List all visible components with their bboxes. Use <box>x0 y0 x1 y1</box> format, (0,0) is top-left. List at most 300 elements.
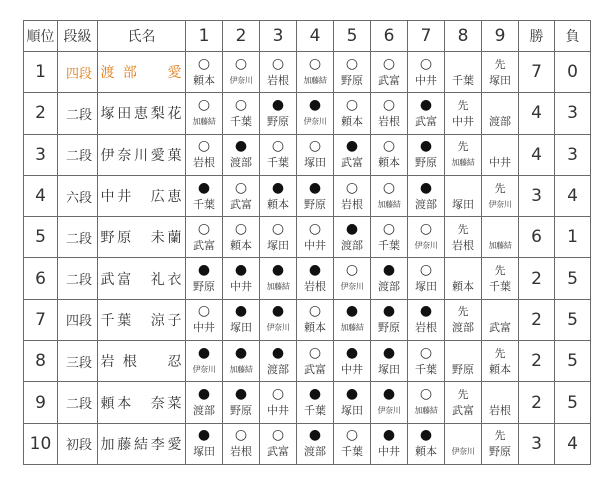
result-cell <box>334 341 371 382</box>
result-cell <box>297 93 334 134</box>
opponent-name: 中井 <box>489 156 511 170</box>
result-stack <box>260 384 296 422</box>
opponent-name: 伊奈川 <box>192 364 216 374</box>
result-stack <box>260 425 296 463</box>
opponent-name: 塚田 <box>378 362 400 376</box>
result-stack <box>223 425 259 463</box>
opponent-name: 加藤結 <box>229 364 253 374</box>
result-cell <box>445 423 482 464</box>
loss-mark-icon: ● <box>382 303 396 320</box>
opponent-name: 渡部 <box>415 197 437 211</box>
result-stack <box>260 94 296 132</box>
sente-mark: 先 <box>457 305 469 319</box>
loss-mark-icon: ● <box>419 96 433 113</box>
result-cell <box>445 175 482 216</box>
wins-cell: 3 <box>519 175 555 216</box>
win-mark-icon: ○ <box>382 96 396 113</box>
table-row <box>24 299 591 340</box>
rank-cell: 8 <box>24 341 58 382</box>
result-cell <box>334 175 371 216</box>
result-stack <box>223 94 259 132</box>
dan-cell: 二段 <box>58 134 98 175</box>
opponent-name: 千葉 <box>415 362 437 376</box>
opponent-name: 岩根 <box>267 73 289 87</box>
player-name-cell <box>98 52 186 93</box>
opponent-name: 野原 <box>230 404 252 418</box>
rank-cell: 7 <box>24 299 58 340</box>
result-cell <box>260 175 297 216</box>
opponent-name: 岩根 <box>304 280 326 294</box>
loss-mark-icon: ● <box>271 344 285 361</box>
result-cell <box>186 175 223 216</box>
table-row <box>24 93 591 134</box>
result-cell <box>482 175 519 216</box>
header-wins: 勝 <box>519 21 555 52</box>
win-mark-icon: ○ <box>308 344 322 361</box>
result-cell <box>371 134 408 175</box>
header-round: 9 <box>482 21 519 52</box>
result-cell <box>371 217 408 258</box>
win-mark-icon: ○ <box>271 55 285 72</box>
losses-cell: 0 <box>555 52 591 93</box>
wins-cell: 2 <box>519 258 555 299</box>
win-mark-icon: ○ <box>197 303 211 320</box>
opponent-name: 岩根 <box>341 197 363 211</box>
loss-mark-icon: ● <box>382 262 396 279</box>
result-cell <box>445 258 482 299</box>
opponent-name: 頼本 <box>452 280 474 294</box>
sente-mark: 先 <box>457 98 469 112</box>
opponent-name: 頼本 <box>267 197 289 211</box>
result-stack <box>371 425 407 463</box>
result-cell <box>260 258 297 299</box>
result-stack <box>408 384 444 422</box>
opponent-name: 加藤結 <box>340 323 364 333</box>
sente-mark: 先 <box>457 388 469 402</box>
result-stack <box>297 425 333 463</box>
result-cell <box>408 423 445 464</box>
sente-mark: 先 <box>494 264 506 278</box>
win-mark-icon: ○ <box>382 179 396 196</box>
opponent-name: 中井 <box>341 362 363 376</box>
player-name-cell <box>98 382 186 423</box>
opponent-name: 岩根 <box>452 238 474 252</box>
sente-mark: 先 <box>494 429 506 443</box>
result-stack <box>186 94 222 132</box>
player-name-cell <box>98 341 186 382</box>
opponent-name: 野原 <box>415 156 437 170</box>
loss-mark-icon: ● <box>308 427 322 444</box>
sente-mark: 先 <box>494 346 506 360</box>
standings-body <box>24 52 591 465</box>
result-stack <box>186 301 222 339</box>
rank-cell: 6 <box>24 258 58 299</box>
result-cell <box>223 175 260 216</box>
loss-mark-icon: ● <box>197 386 211 403</box>
result-stack <box>482 177 518 215</box>
result-cell <box>223 258 260 299</box>
table-row <box>24 423 591 464</box>
wins-cell: 4 <box>519 93 555 134</box>
opponent-name: 武富 <box>378 73 400 87</box>
losses-cell: 3 <box>555 134 591 175</box>
dan-cell: 二段 <box>58 258 98 299</box>
standings-table <box>23 20 590 465</box>
rank-cell: 1 <box>24 52 58 93</box>
loss-mark-icon: ● <box>197 344 211 361</box>
player-name-cell <box>98 93 186 134</box>
result-stack <box>445 301 481 339</box>
table-row <box>24 382 591 423</box>
losses-cell: 1 <box>555 217 591 258</box>
opponent-name: 加藤結 <box>192 116 216 126</box>
losses-cell: 3 <box>555 93 591 134</box>
result-cell <box>260 382 297 423</box>
loss-mark-icon: ● <box>308 179 322 196</box>
result-stack <box>482 301 518 339</box>
loss-mark-icon: ● <box>308 386 322 403</box>
opponent-name: 渡部 <box>341 238 363 252</box>
result-cell <box>482 52 519 93</box>
result-stack <box>297 342 333 380</box>
opponent-name: 渡部 <box>230 156 252 170</box>
result-cell <box>186 299 223 340</box>
header-round: 6 <box>371 21 408 52</box>
loss-mark-icon: ● <box>234 138 248 155</box>
opponent-name: 野原 <box>489 445 511 459</box>
player-name: 千葉 涼子 <box>100 312 183 329</box>
opponent-name: 岩根 <box>489 404 511 418</box>
result-cell <box>408 258 445 299</box>
result-cell <box>297 258 334 299</box>
opponent-name: 中井 <box>415 73 437 87</box>
result-stack <box>186 136 222 174</box>
result-cell <box>371 299 408 340</box>
opponent-name: 中井 <box>267 404 289 418</box>
result-stack <box>186 177 222 215</box>
result-stack <box>482 136 518 174</box>
result-cell <box>186 382 223 423</box>
player-name-cell <box>98 217 186 258</box>
win-mark-icon: ○ <box>345 262 359 279</box>
loss-mark-icon: ● <box>197 179 211 196</box>
player-name-cell <box>98 134 186 175</box>
result-cell <box>334 423 371 464</box>
opponent-name: 頼本 <box>230 238 252 252</box>
header-round: 1 <box>186 21 223 52</box>
result-stack <box>371 384 407 422</box>
result-stack <box>260 260 296 298</box>
result-stack <box>297 177 333 215</box>
header-dan: 段級 <box>58 21 98 52</box>
result-stack <box>186 342 222 380</box>
header-round: 4 <box>297 21 334 52</box>
opponent-name: 頼本 <box>378 156 400 170</box>
losses-cell: 5 <box>555 382 591 423</box>
result-stack <box>445 342 481 380</box>
result-stack <box>334 342 370 380</box>
opponent-name: 野原 <box>304 197 326 211</box>
win-mark-icon: ○ <box>234 55 248 72</box>
table-row <box>24 175 591 216</box>
result-cell <box>260 52 297 93</box>
result-stack <box>186 384 222 422</box>
loss-mark-icon: ● <box>382 386 396 403</box>
wins-cell: 2 <box>519 341 555 382</box>
dan-cell: 三段 <box>58 341 98 382</box>
win-mark-icon: ○ <box>234 179 248 196</box>
result-stack <box>445 260 481 298</box>
result-cell <box>482 299 519 340</box>
opponent-name: 頼本 <box>415 445 437 459</box>
result-stack <box>223 53 259 91</box>
loss-mark-icon: ● <box>234 386 248 403</box>
win-mark-icon: ○ <box>308 303 322 320</box>
opponent-name: 渡部 <box>193 404 215 418</box>
result-stack <box>334 136 370 174</box>
result-stack <box>297 218 333 256</box>
result-cell <box>223 134 260 175</box>
loss-mark-icon: ● <box>345 344 359 361</box>
result-stack <box>297 136 333 174</box>
result-stack <box>223 384 259 422</box>
win-mark-icon: ○ <box>197 96 211 113</box>
result-stack <box>445 94 481 132</box>
opponent-name: 野原 <box>267 114 289 128</box>
dan-cell: 二段 <box>58 217 98 258</box>
wins-cell: 6 <box>519 217 555 258</box>
loss-mark-icon: ● <box>382 427 396 444</box>
opponent-name: 岩根 <box>193 156 215 170</box>
opponent-name: 武富 <box>489 321 511 335</box>
result-stack <box>334 425 370 463</box>
result-cell <box>371 258 408 299</box>
result-cell <box>297 423 334 464</box>
result-cell <box>186 258 223 299</box>
opponent-name: 渡部 <box>304 445 326 459</box>
result-cell <box>482 341 519 382</box>
result-stack <box>408 177 444 215</box>
opponent-name: 岩根 <box>230 445 252 459</box>
result-cell <box>408 134 445 175</box>
result-stack <box>260 301 296 339</box>
opponent-name: 塚田 <box>415 280 437 294</box>
loss-mark-icon: ● <box>419 427 433 444</box>
opponent-name: 塚田 <box>489 73 511 87</box>
result-cell <box>297 299 334 340</box>
win-mark-icon: ○ <box>419 344 433 361</box>
win-mark-icon: ○ <box>419 55 433 72</box>
result-stack <box>223 301 259 339</box>
result-stack <box>371 342 407 380</box>
win-mark-icon: ○ <box>308 138 322 155</box>
opponent-name: 頼本 <box>489 362 511 376</box>
result-stack <box>482 218 518 256</box>
losses-cell: 5 <box>555 299 591 340</box>
result-stack <box>445 53 481 91</box>
result-cell <box>186 93 223 134</box>
result-stack <box>408 260 444 298</box>
result-cell <box>223 52 260 93</box>
win-mark-icon: ○ <box>197 55 211 72</box>
wins-cell: 3 <box>519 423 555 464</box>
result-stack <box>186 425 222 463</box>
result-stack <box>371 94 407 132</box>
result-cell <box>408 217 445 258</box>
result-stack <box>186 260 222 298</box>
player-name: 武富 礼衣 <box>100 271 183 288</box>
opponent-name: 塚田 <box>452 197 474 211</box>
result-cell <box>223 299 260 340</box>
result-cell <box>334 52 371 93</box>
opponent-name: 千葉 <box>489 280 511 294</box>
win-mark-icon: ○ <box>345 55 359 72</box>
win-mark-icon: ○ <box>382 138 396 155</box>
result-stack <box>297 53 333 91</box>
result-stack <box>482 94 518 132</box>
win-mark-icon: ○ <box>271 220 285 237</box>
win-mark-icon: ○ <box>345 427 359 444</box>
result-cell <box>334 217 371 258</box>
result-stack <box>297 94 333 132</box>
result-cell <box>371 175 408 216</box>
player-name: 加藤結李愛 <box>100 436 183 453</box>
player-name: 頼本 奈菜 <box>100 395 183 412</box>
opponent-name: 中井 <box>193 321 215 335</box>
result-cell <box>297 134 334 175</box>
win-mark-icon: ○ <box>234 427 248 444</box>
opponent-name: 千葉 <box>341 445 363 459</box>
result-cell <box>260 93 297 134</box>
result-cell <box>186 341 223 382</box>
result-cell <box>223 382 260 423</box>
player-name: 塚田恵梨花 <box>100 106 183 123</box>
result-stack <box>371 218 407 256</box>
result-stack <box>297 301 333 339</box>
result-stack <box>371 260 407 298</box>
result-cell <box>408 93 445 134</box>
loss-mark-icon: ● <box>234 303 248 320</box>
result-cell <box>445 217 482 258</box>
opponent-name: 千葉 <box>267 156 289 170</box>
loss-mark-icon: ● <box>271 262 285 279</box>
win-mark-icon: ○ <box>234 96 248 113</box>
result-cell <box>371 93 408 134</box>
result-cell <box>297 382 334 423</box>
opponent-name: 千葉 <box>230 114 252 128</box>
opponent-name: 加藤結 <box>488 240 512 250</box>
result-cell <box>445 93 482 134</box>
result-stack <box>408 218 444 256</box>
result-stack <box>186 218 222 256</box>
result-stack <box>482 384 518 422</box>
header-rank: 順位 <box>24 21 58 52</box>
opponent-name: 武富 <box>304 362 326 376</box>
header-losses: 負 <box>555 21 591 52</box>
result-stack <box>445 384 481 422</box>
result-cell <box>408 341 445 382</box>
table-row <box>24 258 591 299</box>
opponent-name: 渡部 <box>267 362 289 376</box>
result-cell <box>260 217 297 258</box>
loss-mark-icon: ● <box>234 344 248 361</box>
opponent-name: 加藤結 <box>451 158 475 168</box>
opponent-name: 千葉 <box>193 197 215 211</box>
result-cell <box>297 217 334 258</box>
opponent-name: 岩根 <box>415 321 437 335</box>
result-stack <box>260 218 296 256</box>
header-round: 8 <box>445 21 482 52</box>
loss-mark-icon: ● <box>271 96 285 113</box>
result-cell <box>260 423 297 464</box>
loss-mark-icon: ● <box>197 427 211 444</box>
table-row <box>24 52 591 93</box>
result-cell <box>260 299 297 340</box>
win-mark-icon: ○ <box>271 138 285 155</box>
opponent-name: 中井 <box>230 280 252 294</box>
result-stack <box>482 53 518 91</box>
win-mark-icon: ○ <box>197 138 211 155</box>
result-cell <box>408 175 445 216</box>
dan-cell: 二段 <box>58 93 98 134</box>
opponent-name: 塚田 <box>341 404 363 418</box>
opponent-name: 野原 <box>193 280 215 294</box>
opponent-name: 頼本 <box>193 73 215 87</box>
opponent-name: 伊奈川 <box>340 282 364 292</box>
win-mark-icon: ○ <box>271 386 285 403</box>
dan-cell: 二段 <box>58 382 98 423</box>
loss-mark-icon: ● <box>345 386 359 403</box>
result-cell <box>334 299 371 340</box>
header-name: 氏名 <box>98 21 186 52</box>
result-cell <box>260 134 297 175</box>
result-stack <box>334 94 370 132</box>
result-stack <box>223 218 259 256</box>
opponent-name: 千葉 <box>378 238 400 252</box>
table-row <box>24 134 591 175</box>
result-stack <box>482 260 518 298</box>
sente-mark: 先 <box>457 140 469 154</box>
result-cell <box>186 134 223 175</box>
opponent-name: 武富 <box>193 238 215 252</box>
dan-cell: 四段 <box>58 299 98 340</box>
opponent-name: 武富 <box>267 445 289 459</box>
result-cell <box>223 341 260 382</box>
opponent-name: 伊奈川 <box>266 323 290 333</box>
result-cell <box>371 423 408 464</box>
result-cell <box>334 258 371 299</box>
rank-cell: 2 <box>24 93 58 134</box>
rank-cell: 10 <box>24 423 58 464</box>
result-cell <box>186 52 223 93</box>
wins-cell: 4 <box>519 134 555 175</box>
result-stack <box>334 384 370 422</box>
opponent-name: 岩根 <box>378 114 400 128</box>
win-mark-icon: ○ <box>419 386 433 403</box>
result-stack <box>260 53 296 91</box>
rank-cell: 3 <box>24 134 58 175</box>
opponent-name: 加藤結 <box>303 75 327 85</box>
opponent-name: 野原 <box>341 73 363 87</box>
wins-cell: 2 <box>519 382 555 423</box>
loss-mark-icon: ● <box>271 179 285 196</box>
losses-cell: 5 <box>555 341 591 382</box>
opponent-name: 伊奈川 <box>303 116 327 126</box>
opponent-name: 中井 <box>304 238 326 252</box>
result-cell <box>260 341 297 382</box>
result-cell <box>408 299 445 340</box>
win-mark-icon: ○ <box>419 262 433 279</box>
